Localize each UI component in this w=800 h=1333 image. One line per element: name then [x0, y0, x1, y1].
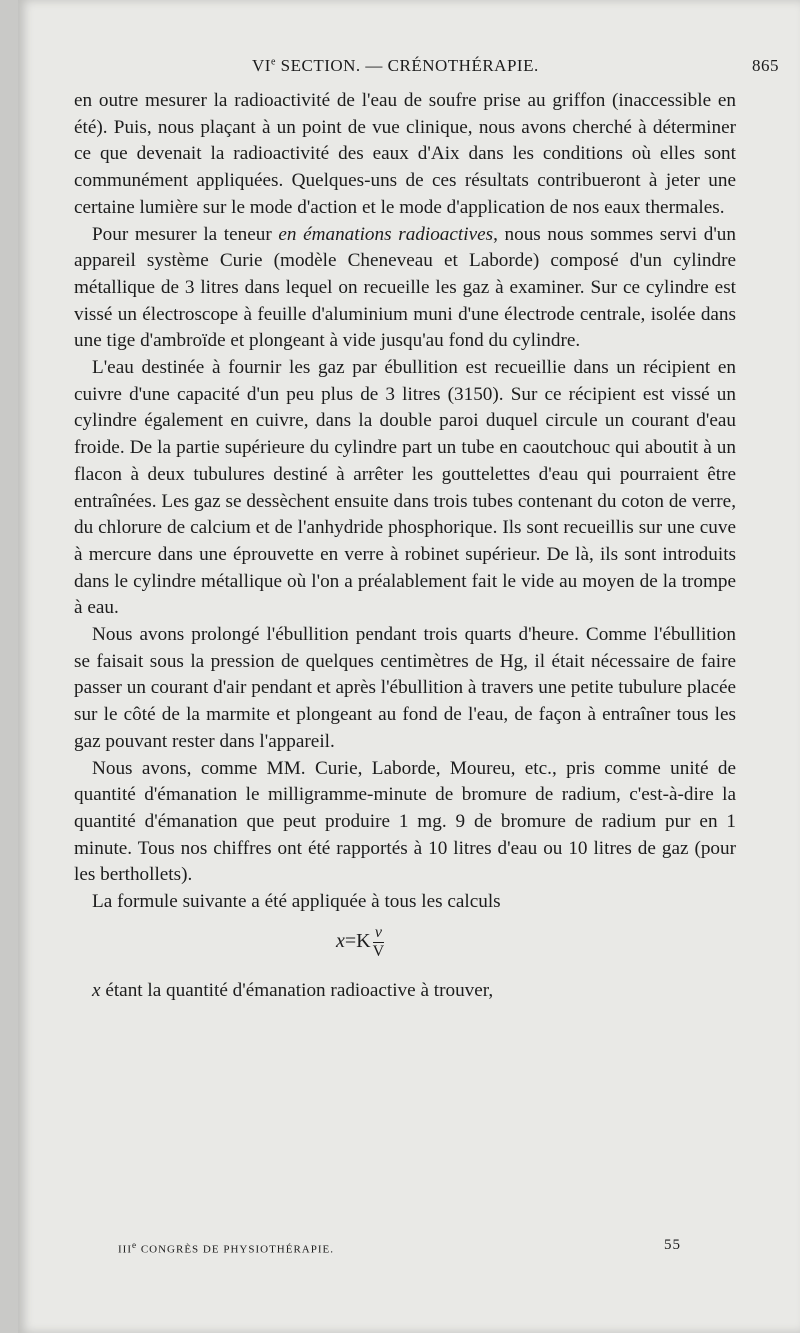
paragraph-3: L'eau destinée à fournir les gaz par ébullition est recueillie dans un récipient en cuivre d'une capacité d'un peu plus de 3 litres (3150). Sur ce récipient est vissé un cylindre également en cuivre, dans la double paroi duquel circule un courant d'eau froide. De la partie supérieure du cylindre part un tube en caoutchouc qui aboutit à un flacon à deux tubulures destiné à arrêter les gouttelettes d'eau qui pourraient être entraînées. Les gaz se dessèchent ensuite dans trois tubes contenant du coton de verre, du chlorure de calcium et de l'anhydride phosphorique. Ils sont recueillis sur une cuve à mercure dans une éprouvette en verre à robinet supérieur. De là, ils sont introduits dans le cylindre métallique où l'on a préalablement fait le vide au moyen de la trompe à eau. — [74, 357, 736, 619]
footer-congress-number: III — [118, 1243, 132, 1256]
formula-equals: = — [344, 929, 357, 952]
paragraph-2-emphasis: en émanations radioactives — [278, 223, 494, 245]
formula — [74, 916, 736, 978]
paragraph-5: Nous avons, comme MM. Curie, Laborde, Moureu, etc., pris comme unité de quantité d'émanation le milligramme-minute de bromure de radium, c'est-à-dire la quantité d'émanation que peut produire 1 mg. 9 de bromure de radium pur en 1 minute. Tous nos chiffres ont été rapportés à 10 litres d'eau ou 10 litres de gaz (pour les berthollets). — [74, 757, 736, 886]
paragraph-2 — [74, 222, 736, 356]
paragraph-2-start: Pour mesurer la teneur — [92, 223, 279, 245]
signature-number: 55 — [664, 1237, 681, 1253]
footer-congress — [118, 1240, 334, 1256]
footer-congress-name: CONGRÈS DE PHYSIOTHÉRAPIE. — [137, 1243, 334, 1256]
footer — [0, 1237, 800, 1260]
paragraph-7-variable: x — [92, 979, 101, 1001]
formula-constant: K — [356, 929, 371, 952]
formula-fraction — [373, 924, 385, 961]
paragraph-4: Nous avons prolongé l'ébullition pendant trois quarts d'heure. Comme l'ébullition se faisait sous la pression de quelques centimètres de Hg, il était nécessaire de faire passer un courant d'air pendant et après l'ébullition à travers une petite tubulure placée sur le côté de la marmite et plongeant au fond de l'eau, de façon à entraîner tous les gaz pouvant rester dans l'appareil. — [74, 624, 736, 752]
paragraph-7-text: étant la quantité d'émanation radioactive à trouver, — [100, 979, 494, 1001]
body-text — [74, 88, 736, 1005]
formula-numerator: v — [373, 924, 385, 943]
section-ordinal: e — [270, 56, 276, 68]
section-title — [252, 56, 539, 76]
formula-lhs: x — [336, 929, 345, 952]
footer-congress-ordinal: e — [132, 1240, 138, 1250]
formula-equation — [336, 924, 384, 961]
paragraph-1: en outre mesurer la radioactivité de l'eau de soufre prise au griffon (inaccessible en été). Puis, nous plaçant à un point de vue clinique, nous avons cherché à déterminer ce que devenait la radioactivité des eaux d'Aix dans les conditions où elles sont communément appliquées. Quelques-uns de ces résultats contribueront à jeter une certaine lumière sur le mode d'action et le mode d'application de nos eaux thermales. — [74, 90, 736, 218]
page-number: 865 — [752, 56, 779, 75]
paragraph-6: La formule suivante a été appliquée à tous les calculs — [92, 891, 501, 913]
section-name: SECTION. — CRÉNOTHÉRAPIE. — [275, 56, 539, 75]
running-head — [0, 56, 800, 80]
formula-denominator: V — [372, 942, 385, 960]
section-number: VI — [252, 56, 271, 75]
paragraph-7 — [74, 978, 736, 1005]
paragraph-2-end: , nous nous sommes servi d'un appareil système Curie (modèle Cheneveau et Laborde) composé d'un cylindre métallique de 3 litres dans lequel on recueille les gaz à examiner. Sur ce cylindre est vissé un électroscope à feuille d'aluminium muni d'une électrode centrale, isolée dans une tige d'ambroïde et plongeant à vide jusqu'au fond du cylindre. — [74, 223, 736, 352]
